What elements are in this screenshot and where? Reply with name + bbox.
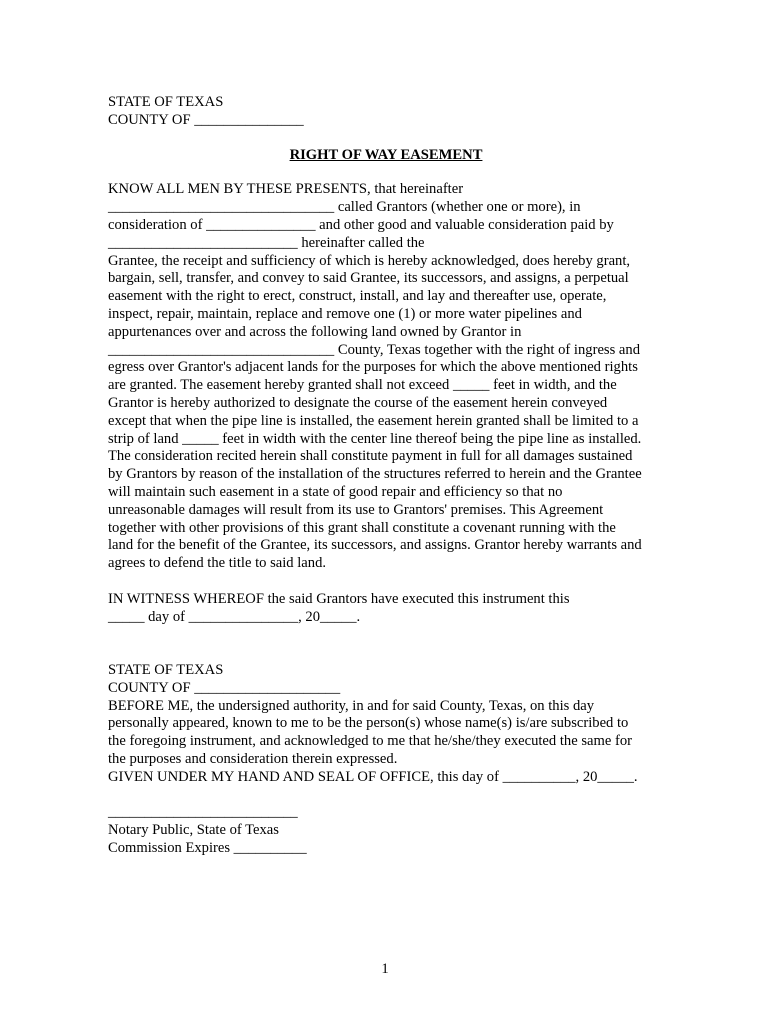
body-line: _______________________________ County, Texas together with the right of ingress and	[108, 341, 641, 358]
header-state: STATE OF TEXAS	[108, 94, 224, 110]
body-line: bargain, sell, transfer, and convey to said Grantee, its successors, and assigns, a perpetual	[108, 270, 629, 287]
body-line: _______________________________ called Grantors (whether one or more), in	[108, 199, 581, 216]
page-number: 1	[381, 961, 389, 977]
ack-line: BEFORE ME, the undersigned authority, in and for said County, Texas, on this day	[108, 697, 595, 714]
body-line: __________________________ hereinafter called the	[108, 234, 425, 251]
document-title: RIGHT OF WAY EASEMENT	[289, 146, 483, 163]
body-line: egress over Grantor's adjacent lands for the purposes for which the above mentioned rights	[108, 359, 638, 376]
ack-state: STATE OF TEXAS	[108, 661, 224, 678]
header-county: COUNTY OF _______________	[108, 111, 304, 128]
ack-line: GIVEN UNDER MY HAND AND SEAL OF OFFICE, this day of __________, 20_____.	[108, 768, 638, 785]
body-line: unreasonable damages will result from its use to Grantors' premises. This Agreement	[108, 501, 604, 518]
notary-title: Notary Public, State of Texas	[108, 822, 279, 839]
ack-line: the foregoing instrument, and acknowledged to me that he/she/they executed the same for	[108, 733, 632, 750]
body-line: consideration of _______________ and other good and valuable consideration paid by	[108, 216, 614, 233]
body-line: The consideration recited herein shall constitute payment in full for all damages sustained	[108, 448, 633, 465]
witness-clause	[108, 591, 664, 627]
body-line: except that when the pipe line is installed, the easement herein granted shall be limited to a	[108, 412, 639, 429]
body-line: KNOW ALL MEN BY THESE PRESENTS, that hereinafter	[108, 181, 464, 198]
body-line: by Grantors by reason of the installation of the structures referred to herein and the Grantee	[108, 466, 642, 483]
witness-line: IN WITNESS WHEREOF the said Grantors have executed this instrument this	[108, 590, 570, 607]
body-line: appurtenances over and across the following land owned by Grantor in	[108, 323, 522, 340]
body-line: together with other provisions of this grant shall constitute a covenant running with the	[108, 519, 616, 536]
body-line: inspect, repair, maintain, replace and remove one (1) or more water pipelines and	[108, 305, 582, 322]
body-line: will maintain such easement in a state of good repair and efficiency so that no	[108, 483, 563, 500]
body-line: land for the benefit of the Grantee, its successors, and assigns. Grantor hereby warrants and	[108, 537, 642, 554]
body-line: Grantee, the receipt and sufficiency of which is hereby acknowledged, does hereby grant,	[108, 252, 631, 269]
witness-line: _____ day of _______________, 20_____.	[108, 608, 361, 625]
acknowledgment-section	[108, 662, 664, 787]
body-line: strip of land _____ feet in width with the center line thereof being the pipe line as installed.	[108, 430, 642, 447]
ack-line: personally appeared, known to me to be the person(s) whose name(s) is/are subscribed to	[108, 715, 629, 732]
notary-signature-line: __________________________	[108, 804, 298, 821]
notary-commission: Commission Expires __________	[108, 839, 307, 856]
body-line: agrees to defend the title to said land.	[108, 555, 327, 572]
body-line: easement with the right to erect, construct, install, and lay and thereafter use, operate,	[108, 288, 607, 305]
ack-line: the purposes and consideration therein expressed.	[108, 750, 398, 767]
ack-county: COUNTY OF ____________________	[108, 679, 341, 696]
document-page	[108, 94, 664, 858]
notary-block	[108, 804, 664, 857]
body-line: are granted. The easement hereby granted shall not exceed _____ feet in width, and the	[108, 377, 617, 394]
easement-body	[108, 181, 664, 573]
body-line: Grantor is hereby authorized to designate the course of the easement herein conveyed	[108, 394, 608, 411]
